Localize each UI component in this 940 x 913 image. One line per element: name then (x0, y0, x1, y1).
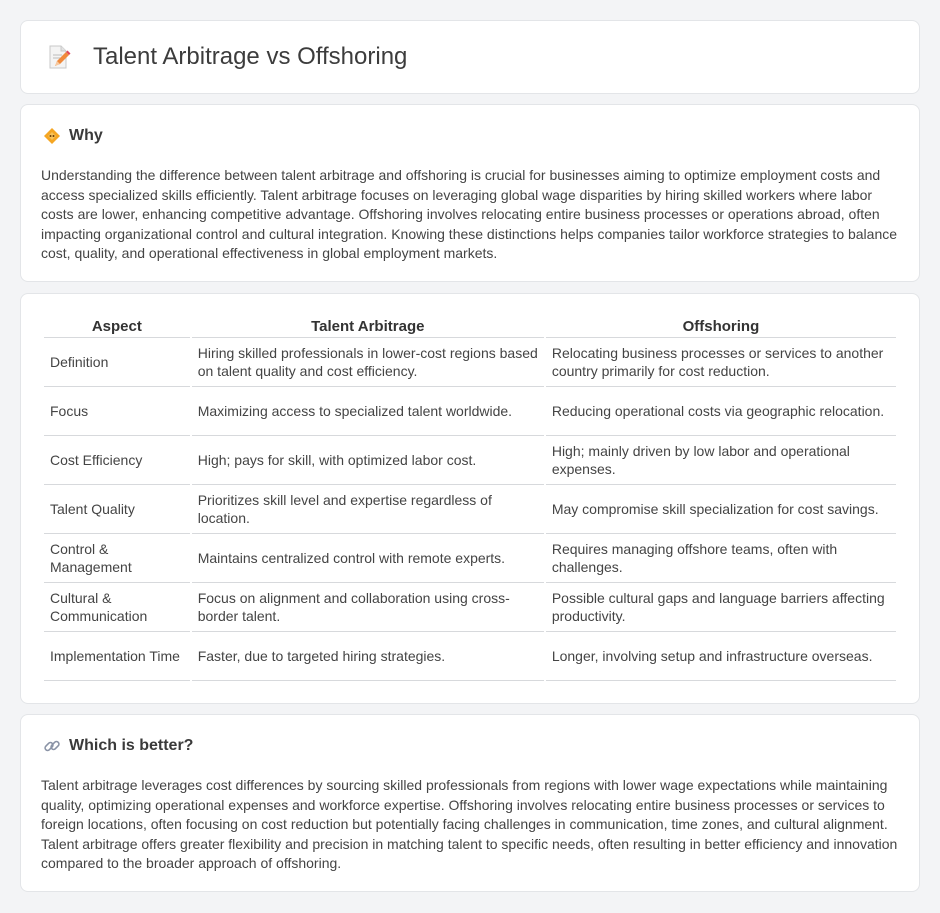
page-title: Talent Arbitrage vs Offshoring (93, 43, 408, 70)
talent-arbitrage-cell: Prioritizes skill level and expertise regardless of location. (192, 485, 544, 534)
talent-arbitrage-cell: High; pays for skill, with optimized labor cost. (192, 436, 544, 485)
aspect-cell: Definition (44, 338, 190, 387)
offshoring-cell: Longer, involving setup and infrastructure overseas. (546, 632, 896, 681)
talent-arbitrage-cell: Maximizing access to specialized talent worldwide. (192, 387, 544, 436)
talent-arbitrage-cell: Hiring skilled professionals in lower-cost regions based on talent quality and cost efficiency. (192, 338, 544, 387)
talent-arbitrage-cell: Focus on alignment and collaboration using cross-border talent. (192, 583, 544, 632)
better-text: Talent arbitrage leverages cost differences by sourcing skilled professionals from regions with lower wage expectations while maintaining quality, optimizing operational expenses and workforce expertise. Offshoring involves relocating entire business processes or services to foreign locations, often focusing on cost reduction but potentially facing challenges in communication, time zones, and cultural alignment. Talent arbitrage offers greater flexibility and precision in matching talent to specific needs, often resulting in better efficiency and innovation compared to the broader approach of offshoring. (41, 777, 898, 871)
column-header-offshoring: Offshoring (546, 316, 896, 338)
aspect-cell: Focus (44, 387, 190, 436)
aspect-cell: Talent Quality (44, 485, 190, 534)
why-header (43, 127, 103, 145)
table-header-row (44, 316, 896, 338)
table-row (44, 632, 896, 681)
which-is-better-section (20, 714, 920, 892)
document-pencil-icon (45, 44, 71, 70)
offshoring-cell: Relocating business processes or services to another country primarily for cost reduction. (546, 338, 896, 387)
table-row (44, 583, 896, 632)
column-header-aspect: Aspect (44, 316, 190, 338)
table-row (44, 485, 896, 534)
table-row (44, 534, 896, 583)
aspect-cell: Implementation Time (44, 632, 190, 681)
table-row (44, 338, 896, 387)
comparison-table (42, 316, 898, 681)
better-header (43, 737, 193, 755)
table-row (44, 387, 896, 436)
title-card (20, 20, 920, 94)
offshoring-cell: May compromise skill specialization for cost savings. (546, 485, 896, 534)
talent-arbitrage-cell: Faster, due to targeted hiring strategies. (192, 632, 544, 681)
sparkle-diamond-icon (43, 127, 61, 145)
link-icon (43, 737, 61, 755)
why-title: Why (69, 127, 103, 144)
aspect-cell: Control & Management (44, 534, 190, 583)
title-row (45, 43, 407, 71)
aspect-cell: Cultural & Communication (44, 583, 190, 632)
offshoring-cell: Requires managing offshore teams, often with challenges. (546, 534, 896, 583)
aspect-cell: Cost Efficiency (44, 436, 190, 485)
column-header-talent-arbitrage: Talent Arbitrage (192, 316, 544, 338)
comparison-section (20, 293, 920, 704)
table-row (44, 436, 896, 485)
why-text: Understanding the difference between talent arbitrage and offshoring is crucial for businesses aiming to optimize employment costs and access specialized skills efficiently. Talent arbitrage focuses on leveraging global wage disparities by hiring skilled workers where labor costs are lower, enhancing competitive advantage. Offshoring involves relocating entire business processes or operations abroad, often impacting organizational control and cultural integration. Knowing these distinctions helps companies tailor workforce strategies to balance cost, quality, and operational effectiveness in global employment markets. (41, 167, 898, 261)
offshoring-cell: Possible cultural gaps and language barriers affecting productivity. (546, 583, 896, 632)
talent-arbitrage-cell: Maintains centralized control with remote experts. (192, 534, 544, 583)
better-title: Which is better? (69, 737, 194, 754)
offshoring-cell: High; mainly driven by low labor and operational expenses. (546, 436, 896, 485)
offshoring-cell: Reducing operational costs via geographic relocation. (546, 387, 896, 436)
why-section (20, 104, 920, 282)
